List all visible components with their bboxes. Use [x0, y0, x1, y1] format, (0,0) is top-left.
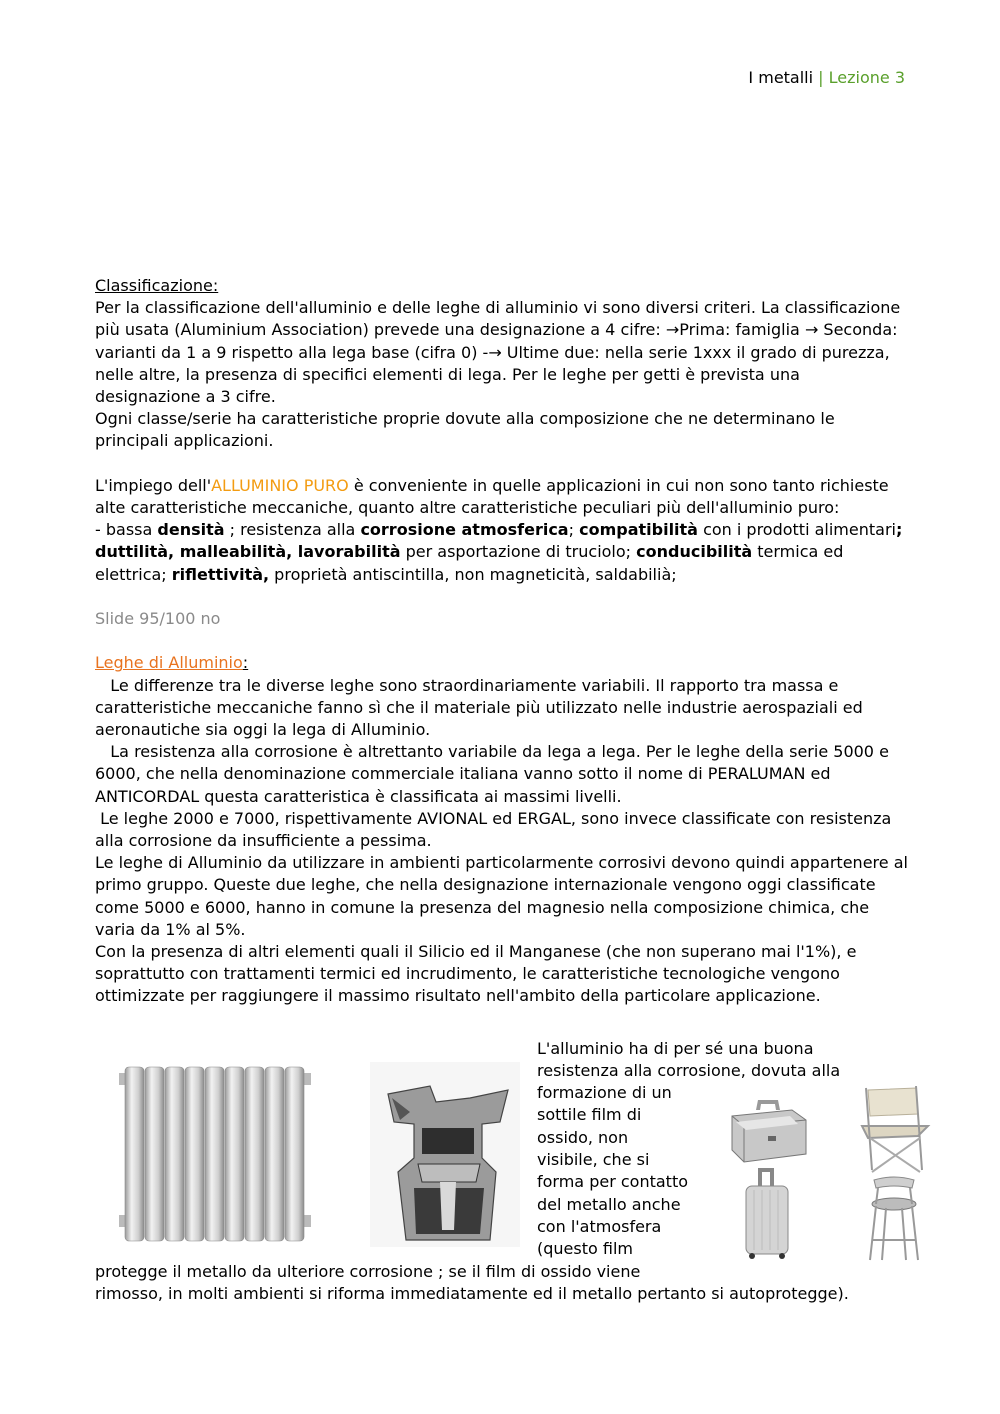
- footer-line-2: rimosso, in molti ambienti si riforma immediatamente ed il metallo pertanto si autoprotegge).: [95, 1284, 849, 1304]
- prop-bold: ; duttilità, malleabilità, lavorabilità: [95, 520, 903, 562]
- prop-bold: conducibilità: [636, 542, 753, 562]
- prop-bold: corrosione atmosferica: [360, 520, 569, 540]
- classificazione-text: Per la classificazione dell'alluminio e delle leghe di alluminio vi sono diversi criteri. La classificazione più usata (Aluminium Association) prevede una designazione a 4 cifre: →Prima: famiglia → Seconda: varianti da 1 a 9 rispetto alla lega base (cifra 0) -→ Ultime due: nella serie 1xxx il grado di purezza, nelle altre, la presenza di specifici elementi di lega. Per le leghe per getti è prevista una designazione a 3 cifre.: [95, 298, 901, 407]
- wrap-line-8: del metallo anche: [537, 1195, 681, 1214]
- prop-bold: riflettività,: [171, 564, 270, 584]
- puro-post: è conveniente in quelle applicazioni in cui non sono tanto richieste alte caratteristiche meccaniche, quanto altre caratteristiche peculiari più dell'alluminio puro:: [95, 475, 889, 518]
- prop-bold: compatibilità: [579, 520, 698, 540]
- prop-text: con i prodotti alimentari: [697, 520, 896, 540]
- moka-section-image: [370, 1062, 520, 1247]
- leghe-heading-text: Leghe di Alluminio: [95, 653, 243, 673]
- wrap-line-7: forma per contatto: [537, 1172, 688, 1191]
- classificazione-text2: Ogni classe/serie ha caratteristiche proprie dovute alla composizione che ne determinano le principali applicazioni.: [95, 409, 835, 451]
- prop-text: ;: [568, 520, 580, 540]
- wrap-line-9: con l'atmosfera: [537, 1217, 662, 1236]
- wrap-line-5: ossido, non: [537, 1128, 629, 1147]
- stool-image: [862, 1174, 927, 1264]
- prop-text: termica ed elettrica;: [95, 542, 844, 584]
- chair-image: [858, 1086, 933, 1176]
- leghe-heading-colon: :: [242, 653, 249, 673]
- page-header: [748, 68, 905, 87]
- slide-note: Slide 95/100 no: [95, 609, 221, 629]
- trolley-image: [740, 1166, 795, 1261]
- prop-text: per asportazione di truciolo;: [400, 542, 637, 562]
- wrap-line-10: (questo film: [537, 1239, 633, 1258]
- leghe-heading: [95, 652, 910, 674]
- wrap-line-3: formazione di un: [537, 1083, 672, 1102]
- radiator-image: [115, 1065, 315, 1245]
- prop-text: ; resistenza alla: [224, 520, 361, 540]
- header-title: I metalli: [748, 68, 814, 87]
- header-lesson: Lezione 3: [828, 68, 905, 87]
- puro-paragraph: [95, 475, 910, 519]
- leghe-p2: La resistenza alla corrosione è altrettanto variabile da lega a lega. Per le leghe della serie 5000 e 6000, che nella denominazione commerciale italiana vanno sotto il nome di PERALUMAN ed ANTICORDAL questa caratteristica è classificata ai massimi livelli.: [95, 742, 894, 806]
- document-body: [95, 275, 910, 1008]
- puro-highlight: ALLUMINIO PURO: [211, 475, 349, 495]
- prop-text: proprietà antiscintilla, non magneticità, saldabilià;: [269, 564, 677, 584]
- leghe-p5: Con la presenza di altri elementi quali il Silicio ed il Manganese (che non superano mai l'1%), e soprattutto con trattamenti termici ed incrudimento, le caratteristiche tecnologiche vengono ottimizzate per raggiungere il massimo risultato nell'ambito della particolare applicazione.: [95, 942, 857, 1006]
- puro-pre: L'impiego dell': [95, 475, 212, 495]
- prop-bold: densità: [157, 520, 225, 540]
- wrap-line-6: visibile, che si: [537, 1150, 650, 1169]
- leghe-p4: Le leghe di Alluminio da utilizzare in ambienti particolarmente corrosivi devono quindi appartenere al primo gruppo. Queste due leghe, che nella designazione internazionale vengono oggi classificate come 5000 e 6000, hanno in comune la presenza del magnesio nella composizione chimica, che varia da 1% al 5%.: [95, 853, 908, 939]
- case-image: [728, 1096, 808, 1166]
- leghe-p1: Le differenze tra le diverse leghe sono straordinariamente variabili. Il rapporto tra massa e caratteristiche meccaniche fanno sì che il materiale più utilizzato nelle industrie aerospaziali ed aeronautiche sia oggi la lega di Alluminio.: [95, 675, 868, 740]
- footer-paragraph: [95, 1261, 925, 1305]
- header-separator: |: [813, 68, 829, 87]
- classificazione-heading: Classificazione:: [95, 276, 219, 295]
- wrap-line-1: L'alluminio ha di per sé una buona: [537, 1039, 814, 1058]
- leghe-p3: Le leghe 2000 e 7000, rispettivamente AVIONAL ed ERGAL, sono invece classificate con resistenza alla corrosione da insufficiente a pessima.: [95, 808, 897, 851]
- prop-text: - bassa: [95, 520, 158, 540]
- footer-line-1: protegge il metallo da ulteriore corrosione ; se il film di ossido viene: [95, 1262, 641, 1281]
- wrap-line-2: resistenza alla corrosione, dovuta alla: [537, 1061, 841, 1080]
- puro-properties: [95, 519, 910, 586]
- wrap-line-4: sottile film di: [537, 1105, 642, 1124]
